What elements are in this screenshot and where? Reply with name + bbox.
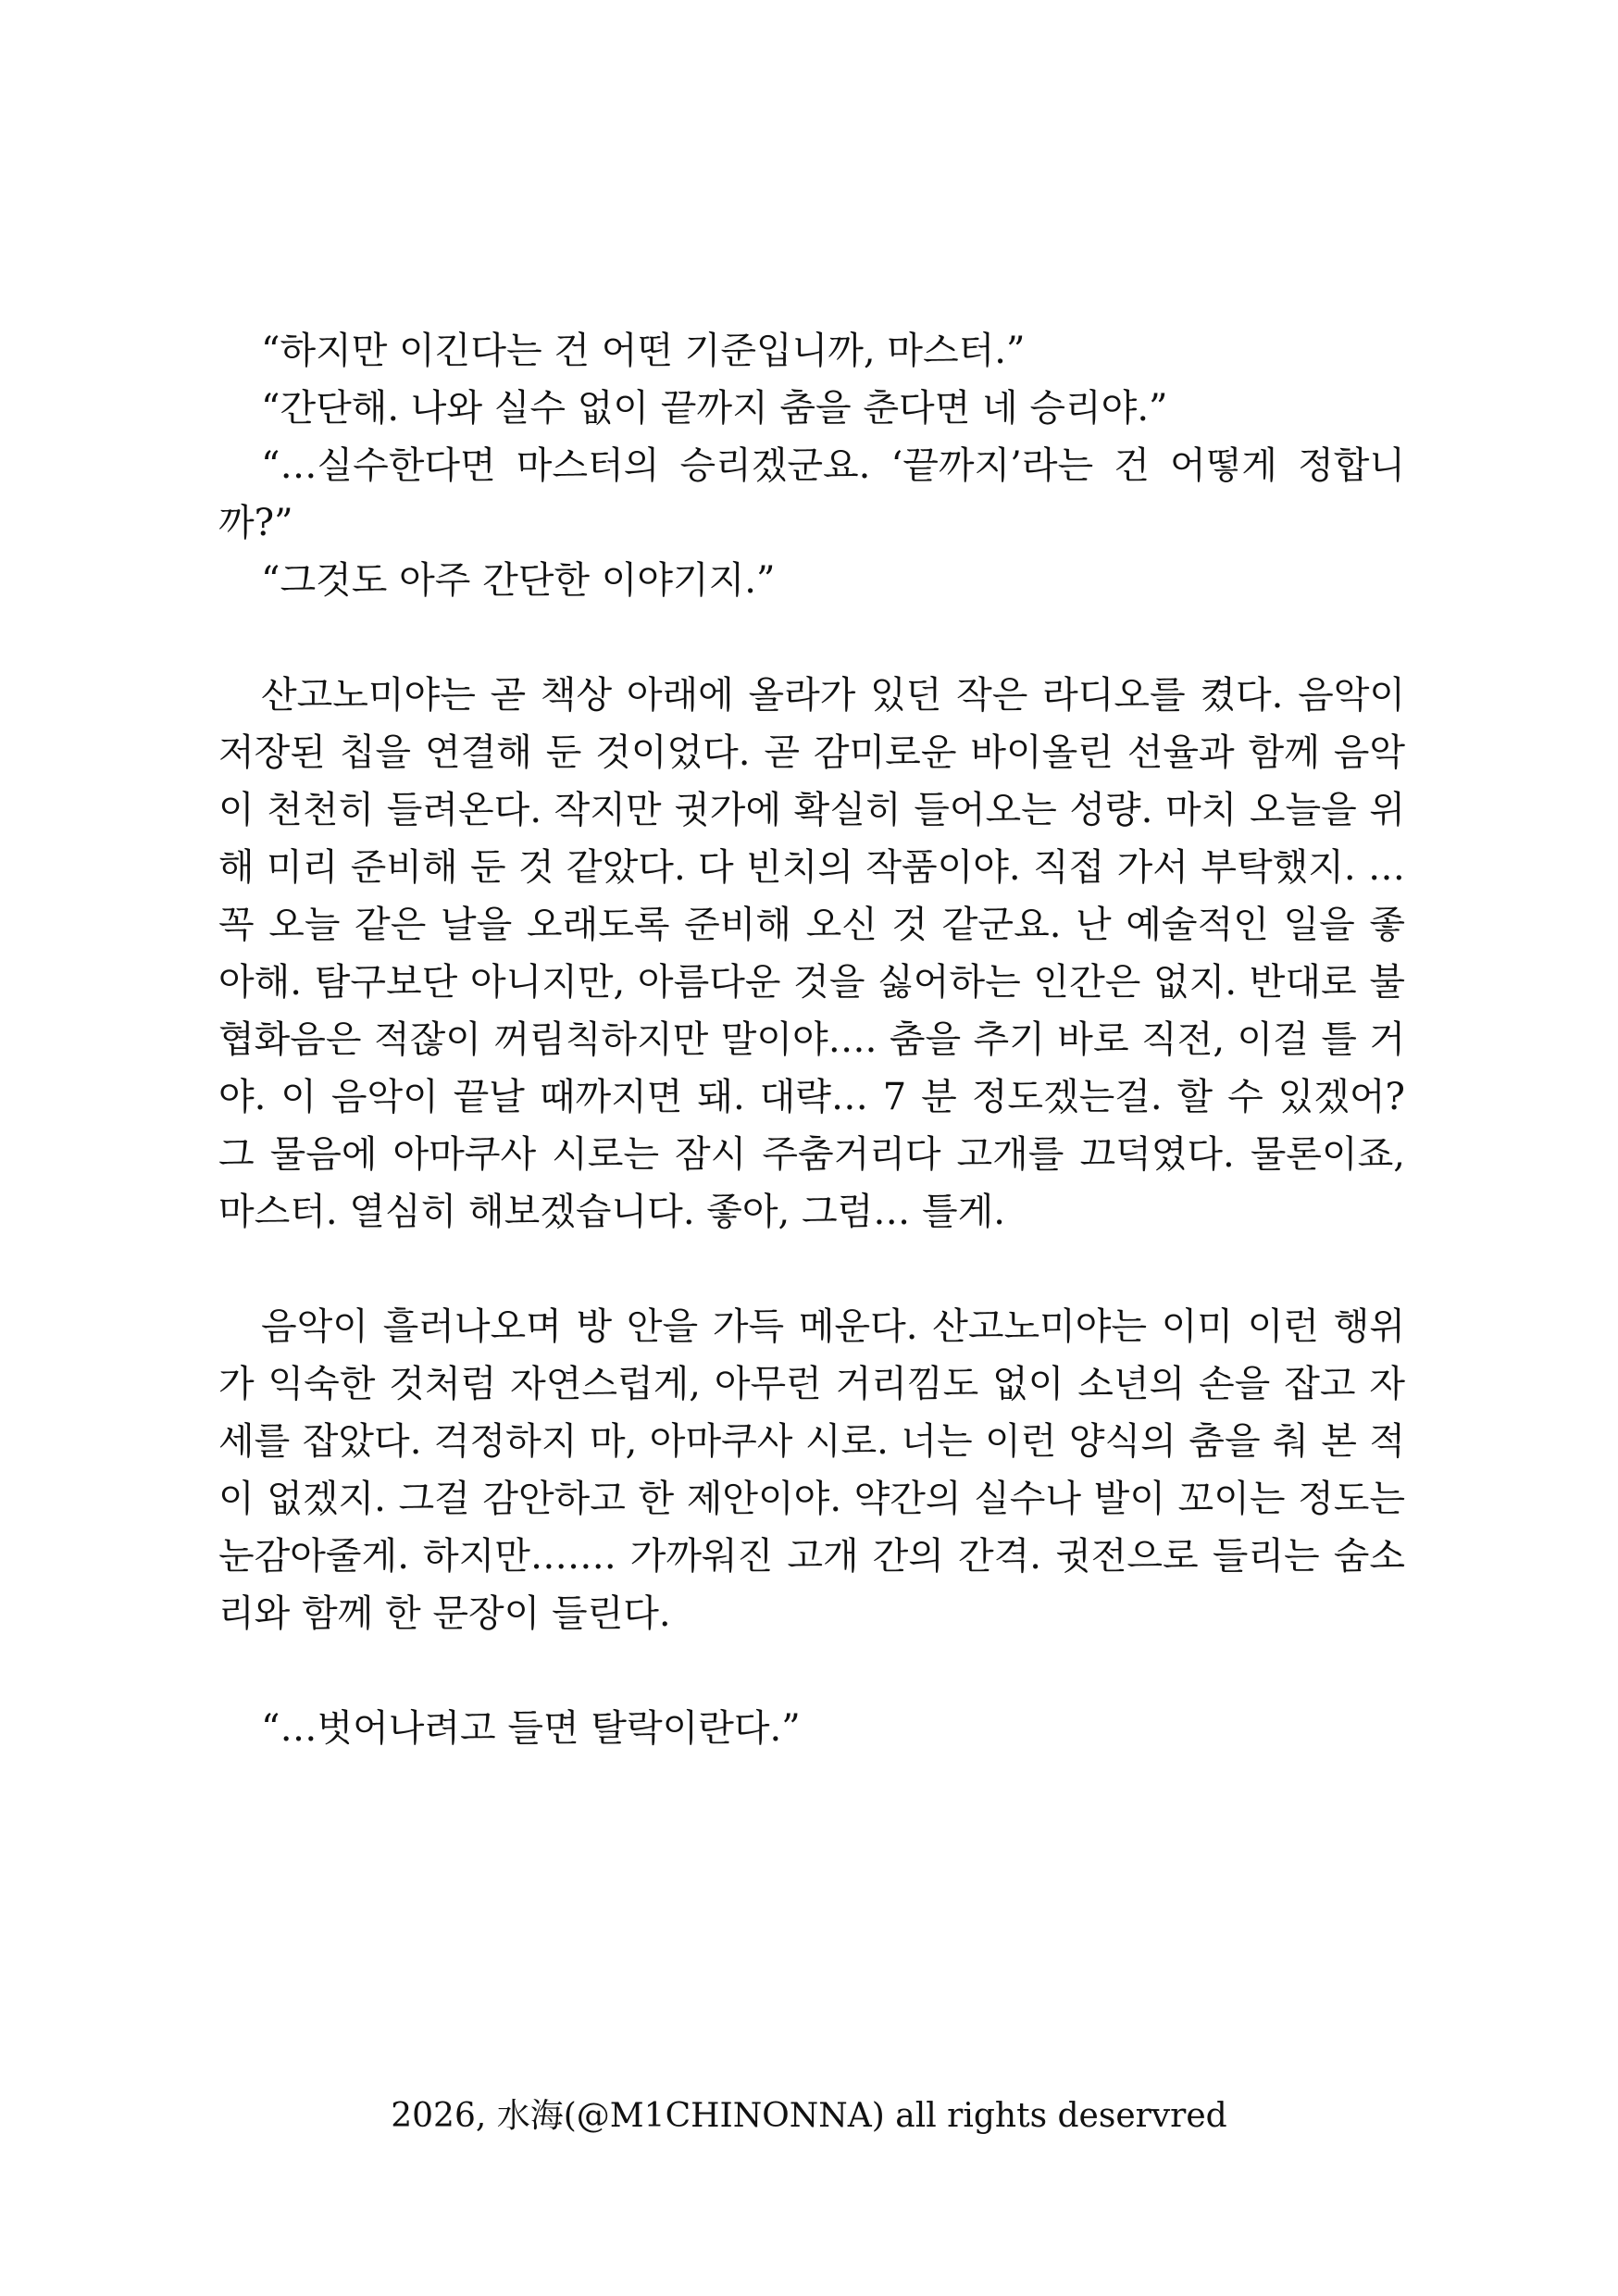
dialogue-line: “…벗어나려고 들면 탈락이란다.” [261,1707,801,1750]
copyright-footer: 2026, 水海(@M1CHINONNA) all rights deservred [391,2097,1227,2135]
dialogue-line: “그것도 아주 간단한 이야기지.” [261,559,776,602]
narrative-paragraph: 산고노미야는 곧 책상 아래에 올라가 있던 작은 라디오를 켰다. 음악이 저장된 칩을 연결해 둔 것이었다. 곧 감미로운 바이올린 선율과 함께 음악이 천천히 들려온다. 작지만 귓가에 확실히 들어오는 성량. 마치 오늘을 위해 미리 준비해 둔 것 같았다. 다 빈치의 작품이야. 직접 가서 부탁했지. …꼭 오늘 같은 날을 오래도록 준비해 오신 것 같군요. 난 예술적인 일을 좋아해. 탐구보단 아니지만, 아름다운 것을 싫어하는 인간은 없지. 반대로 불협화음은 적잖이 꺼림칙하지만 말이야…. 춤을 추기 바로 직전, 이걸 틀 거야. 이 음악이 끝날 때까지면 돼. 대략… 7 분 정도겠는걸. 할 수 있겠어? 그 물음에 아마쿠사 시로는 잠시 주춤거리다 고개를 끄덕였다. 물론이죠, 마스터. 열심히 해보겠습니다. 좋아, 그럼… 틀게. [218,674,1405,1233]
narrative-paragraph: 음악이 흘러나오며 방 안을 가득 메운다. 산고노미야는 이미 이런 행위가 익숙한 것처럼 자연스럽게, 아무런 거리낌도 없이 소년의 손을 잡고 자세를 잡았다. 걱정하지 마, 아마쿠사 시로. 너는 이런 양식의 춤을 춰 본 적이 없겠지. 그걸 감안하고 한 제안이야. 약간의 실수나 발이 꼬이는 정도는 눈감아줄게. 하지만……. 가까워진 고개 간의 간격. 귓전으로 들리는 숨소리와 함께 한 문장이 들린다. [218,1305,1405,1635]
paragraph-gap [218,609,1405,667]
body-text [218,322,1405,1757]
paragraph-gap [218,1642,1405,1700]
dialogue-line: “하지만 이긴다는 건 어떤 기준입니까, 마스터.” [261,330,1026,372]
paragraph-gap [218,1241,1405,1298]
dialogue-line: “…실수한다면 마스터의 승리겠군요. ‘끝까지’라는 건 어떻게 정합니까?” [218,444,1405,544]
dialogue-line: “간단해. 나와 실수 없이 끝까지 춤을 춘다면 네 승리야.” [261,387,1168,430]
